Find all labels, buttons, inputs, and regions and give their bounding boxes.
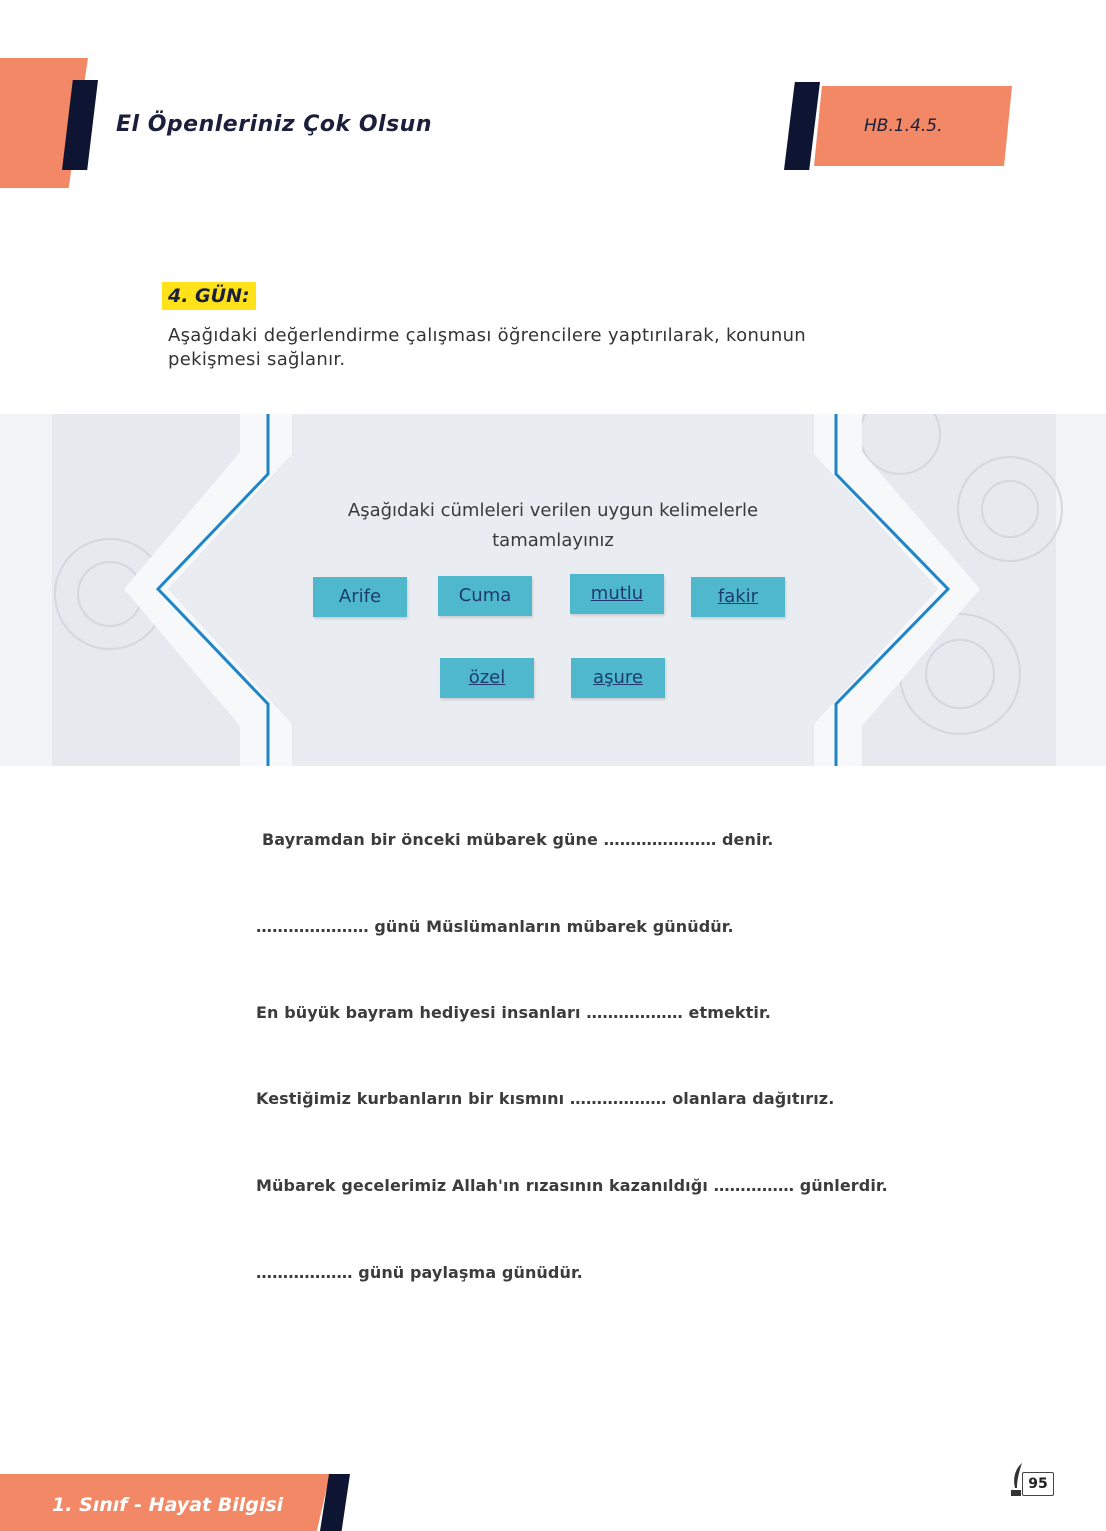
word-card-arife[interactable]: Arife (313, 577, 407, 617)
page-title: El Öpenleriniz Çok Olsun (116, 112, 432, 137)
word-card-fakir[interactable]: fakir (691, 577, 785, 617)
sentence-6: ……………… günü paylaşma günüdür. (256, 1263, 583, 1282)
activity-instruction: Aşağıdaki cümleleri verilen uygun kelimelerle tamamlayınız (347, 500, 759, 551)
banner-background (0, 414, 1106, 766)
header-bar-right (784, 82, 820, 170)
word-card-mutlu[interactable]: mutlu (570, 574, 664, 614)
day-label: 4. GÜN: (162, 282, 256, 310)
activity-banner (0, 414, 1106, 766)
curriculum-code: HB.1.4.5. (864, 116, 943, 136)
sentence-3: En büyük bayram hediyesi insanları ……………… etmektir. (256, 1003, 771, 1022)
sentence-5: Mübarek gecelerimiz Allah'ın rızasının kazanıldığı …………… günlerdir. (256, 1176, 888, 1195)
word-card-ozel[interactable]: özel (440, 658, 534, 698)
page-number: 95 (1022, 1472, 1054, 1496)
word-card-asure[interactable]: aşure (571, 658, 665, 698)
sentence-4: Kestiğimiz kurbanların bir kısmını ……………… olanlara dağıtırız. (256, 1089, 835, 1108)
footer-label: 1. Sınıf - Hayat Bilgisi (52, 1494, 284, 1516)
sentence-1: Bayramdan bir önceki mübarek güne ………………… denir. (262, 830, 774, 849)
word-card-cuma[interactable]: Cuma (438, 576, 532, 616)
intro-text: Aşağıdaki değerlendirme çalışması öğrencilere yaptırılarak, konunun pekişmesi sağlanır. (168, 325, 806, 370)
sentence-2: ………………… günü Müslümanların mübarek günüdür. (256, 917, 734, 936)
